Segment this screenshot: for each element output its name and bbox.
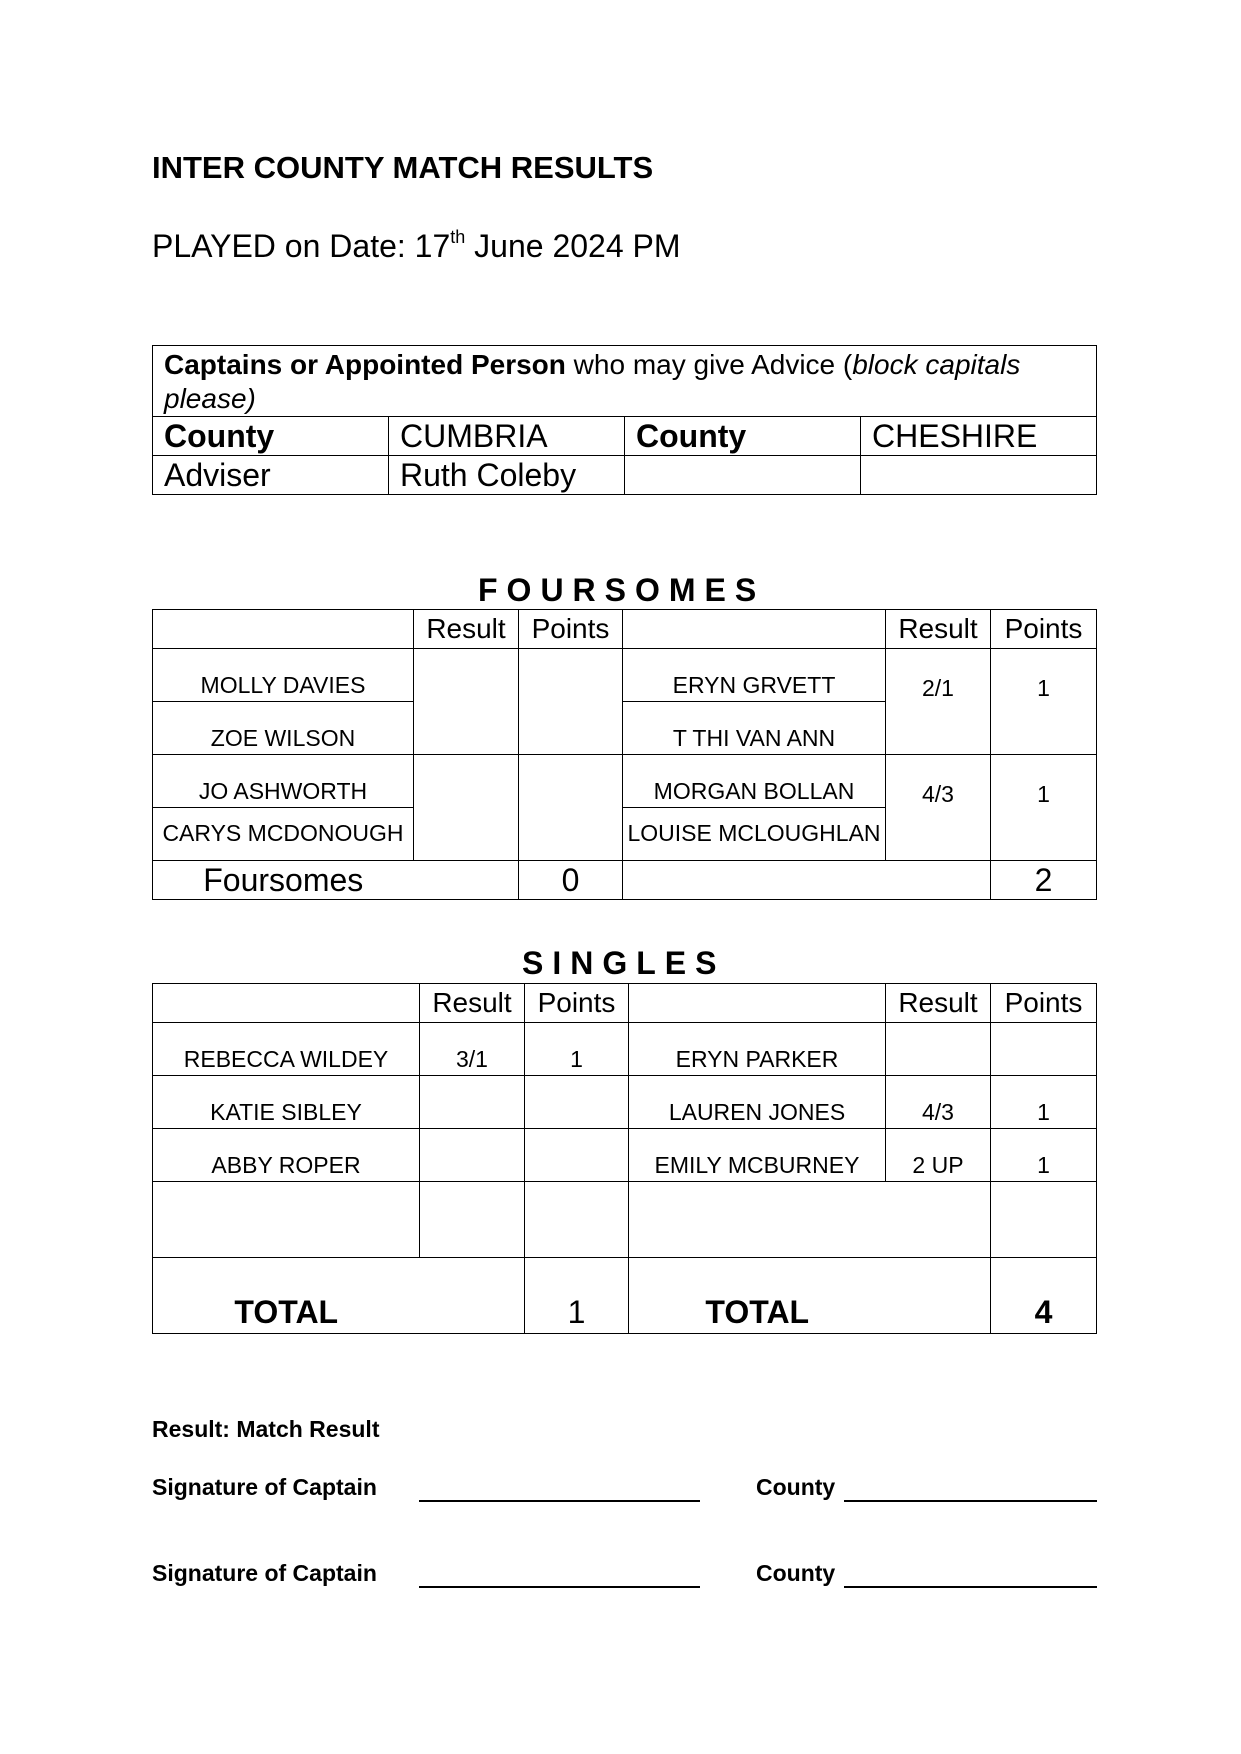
- foursomes-away-total: 2: [991, 861, 1097, 900]
- header-blank: [153, 984, 420, 1023]
- total-label-away: TOTAL: [629, 1258, 886, 1334]
- played-date: PLAYED on Date: 17th June 2024 PM: [152, 227, 681, 264]
- home-points: [525, 1129, 629, 1182]
- adviser-home: Ruth Coleby: [389, 456, 625, 495]
- captains-info: Captains or Appointed Person who may give Advice (block capitals please): [153, 346, 1097, 417]
- home-points: [519, 755, 623, 861]
- signature-label: Signature of Captain: [152, 1560, 377, 1586]
- away-player: LOUISE MCLOUGHLAN: [623, 808, 886, 861]
- county-label: County: [756, 1560, 836, 1586]
- away-player: MORGAN BOLLAN: [623, 755, 886, 808]
- home-player: ZOE WILSON: [153, 702, 414, 755]
- home-player: MOLLY DAVIES: [153, 649, 414, 702]
- home-player: ABBY ROPER: [153, 1129, 420, 1182]
- header-blank: [629, 984, 886, 1023]
- home-player: REBECCA WILDEY: [153, 1023, 420, 1076]
- total-blank: [414, 861, 519, 900]
- home-player: KATIE SIBLEY: [153, 1076, 420, 1129]
- adviser-blank: [861, 456, 1097, 495]
- adviser-label: Adviser: [153, 456, 389, 495]
- signature-label: Signature of Captain: [152, 1474, 377, 1500]
- total-blank: [886, 861, 991, 900]
- foursomes-home-total: 0: [519, 861, 623, 900]
- foursomes-heading: FOURSOMES: [478, 572, 766, 608]
- home-player: CARYS MCDONOUGH: [153, 808, 414, 861]
- home-result: [420, 1076, 525, 1129]
- county-line[interactable]: [844, 1560, 1097, 1588]
- home-points: 1: [525, 1023, 629, 1076]
- away-player: EMILY MCBURNEY: [629, 1129, 886, 1182]
- signature-line[interactable]: [419, 1560, 700, 1588]
- header-points: Points: [991, 610, 1097, 649]
- away-result: 2/1: [886, 649, 991, 755]
- home-result: [414, 755, 519, 861]
- header-result: Result: [420, 984, 525, 1023]
- foursomes-table: [152, 609, 1097, 900]
- home-points: [519, 649, 623, 755]
- away-result: 4/3: [886, 1076, 991, 1129]
- empty-cell: [153, 1182, 420, 1258]
- total-blank: [623, 861, 886, 900]
- empty-cell: [991, 1182, 1097, 1258]
- signature-line[interactable]: [419, 1474, 700, 1502]
- foursomes-total-label: Foursomes: [153, 861, 414, 900]
- away-points: 1: [991, 1076, 1097, 1129]
- empty-cell: [525, 1182, 629, 1258]
- header-result: Result: [886, 610, 991, 649]
- home-result: 3/1: [420, 1023, 525, 1076]
- away-points: [991, 1023, 1097, 1076]
- away-result: [886, 1023, 991, 1076]
- away-points: 1: [991, 649, 1097, 755]
- adviser-away: [625, 456, 861, 495]
- away-result: 4/3: [886, 755, 991, 861]
- total-away: 4: [991, 1258, 1097, 1334]
- away-result: 2 UP: [886, 1129, 991, 1182]
- total-label-home: TOTAL: [153, 1258, 420, 1334]
- header-points: Points: [991, 984, 1097, 1023]
- result-label: Result: Match Result: [152, 1416, 380, 1442]
- singles-heading: SINGLES: [522, 945, 726, 981]
- away-points: 1: [991, 755, 1097, 861]
- away-points: 1: [991, 1129, 1097, 1182]
- empty-cell: [420, 1182, 525, 1258]
- singles-table: [152, 983, 1097, 1334]
- county-label: County: [153, 417, 389, 456]
- away-player: ERYN GRVETT: [623, 649, 886, 702]
- home-result: [420, 1129, 525, 1182]
- header-points: Points: [519, 610, 623, 649]
- header-points: Points: [525, 984, 629, 1023]
- home-result: [414, 649, 519, 755]
- header-result: Result: [414, 610, 519, 649]
- page-title: INTER COUNTY MATCH RESULTS: [152, 150, 654, 185]
- away-player: ERYN PARKER: [629, 1023, 886, 1076]
- empty-cell: [629, 1182, 886, 1258]
- home-points: [525, 1076, 629, 1129]
- county-home: CUMBRIA: [389, 417, 625, 456]
- header-blank: [623, 610, 886, 649]
- away-player: T THI VAN ANN: [623, 702, 886, 755]
- county-label: County: [625, 417, 861, 456]
- total-blank: [420, 1258, 525, 1334]
- total-home: 1: [525, 1258, 629, 1334]
- empty-cell: [886, 1182, 991, 1258]
- county-line[interactable]: [844, 1474, 1097, 1502]
- captains-table: [152, 345, 1097, 495]
- county-away: CHESHIRE: [861, 417, 1097, 456]
- header-result: Result: [886, 984, 991, 1023]
- home-player: JO ASHWORTH: [153, 755, 414, 808]
- header-blank: [153, 610, 414, 649]
- away-player: LAUREN JONES: [629, 1076, 886, 1129]
- total-blank: [886, 1258, 991, 1334]
- county-label: County: [756, 1474, 836, 1500]
